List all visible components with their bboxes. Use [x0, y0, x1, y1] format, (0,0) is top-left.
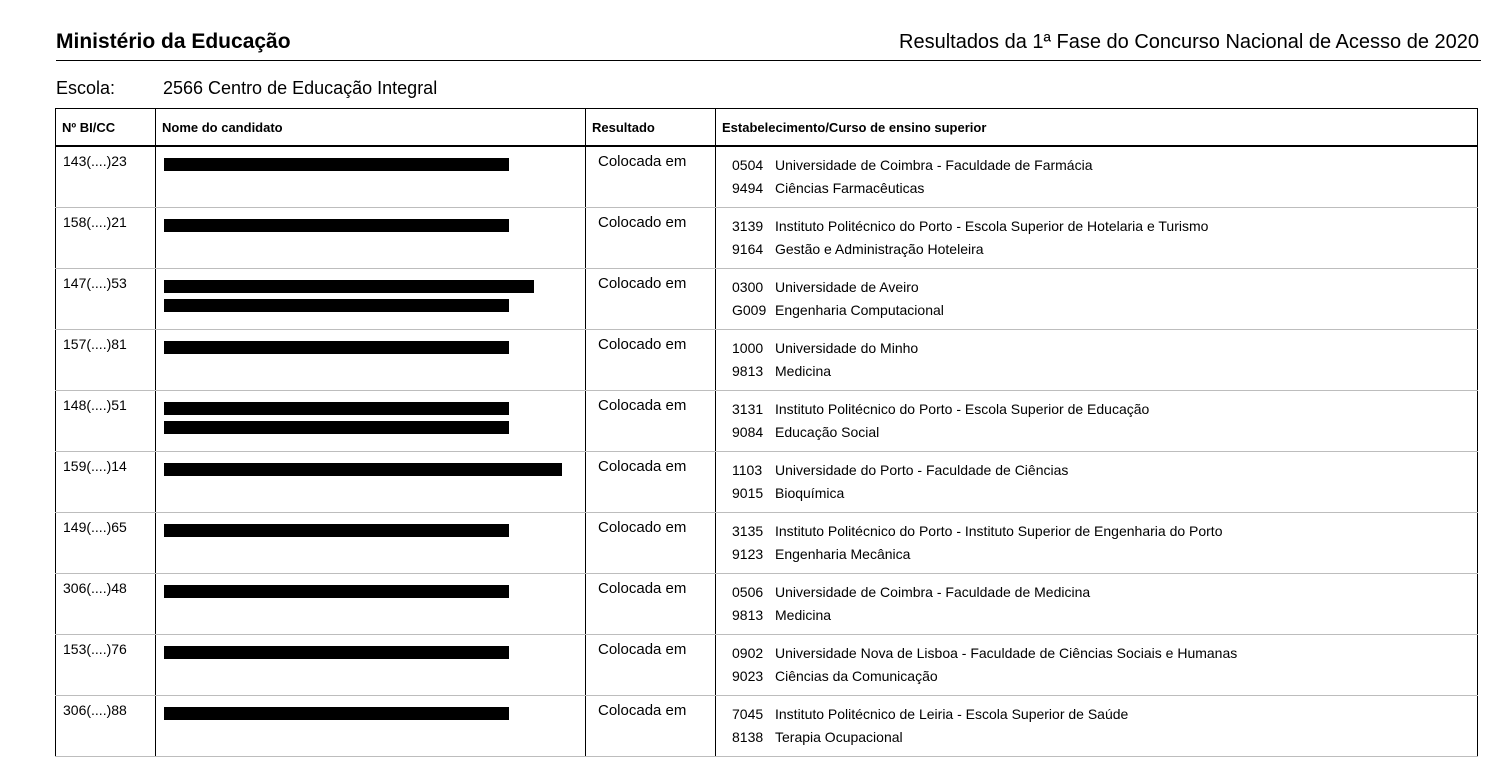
candidate-name-redacted	[156, 696, 586, 757]
school-label: Escola:	[56, 78, 116, 98]
candidate-id: 158(....)21	[56, 208, 156, 269]
course-name: Gestão e Administração Hoteleira	[775, 241, 984, 257]
course-code: G009	[732, 302, 767, 318]
redaction-bar	[164, 646, 509, 659]
col-result: Resultado	[586, 109, 716, 147]
redaction-bar	[164, 402, 509, 415]
institution-name: Instituto Politécnico de Leiria - Escola Superior de Saúde	[775, 706, 1129, 722]
institution-name: Universidade do Minho	[775, 340, 919, 356]
candidate-id: 143(....)23	[56, 146, 156, 208]
institution-code: 3135	[732, 523, 764, 539]
course-name: Terapia Ocupacional	[775, 729, 903, 745]
course-code: 9164	[732, 241, 764, 257]
institution-code: 1103	[732, 462, 763, 478]
course-cell	[716, 696, 1478, 757]
col-name: Nome do candidato	[156, 109, 586, 147]
course-code: 9494	[732, 180, 764, 196]
table-row	[56, 513, 1478, 574]
table-row	[56, 391, 1478, 452]
course-name: Engenharia Computacional	[775, 302, 944, 318]
table-row	[56, 574, 1478, 635]
course-name: Medicina	[775, 607, 832, 623]
table-row	[56, 635, 1478, 696]
course-cell	[716, 574, 1478, 635]
redaction-bar	[164, 707, 509, 720]
course-code: 9015	[732, 485, 764, 501]
redaction-bar	[164, 421, 509, 434]
candidate-id: 148(....)51	[56, 391, 156, 452]
candidate-name-redacted	[156, 513, 586, 574]
course-cell	[716, 330, 1478, 391]
course-code: 9023	[732, 668, 764, 684]
redaction-bar	[164, 524, 509, 537]
redaction-bar	[164, 463, 562, 476]
candidate-id: 159(....)14	[56, 452, 156, 513]
institution-code: 0504	[732, 157, 764, 173]
result: Colocada em	[586, 696, 716, 757]
result: Colocada em	[586, 452, 716, 513]
ministry-title: Ministério da Educação	[56, 30, 291, 53]
result: Colocado em	[586, 208, 716, 269]
candidate-id: 153(....)76	[56, 635, 156, 696]
institution-code: 1000	[732, 340, 764, 356]
table-row	[56, 146, 1478, 208]
candidate-name-redacted	[156, 208, 586, 269]
results-title: Resultados da 1ª Fase do Concurso Nacional de Acesso de 2020	[899, 31, 1479, 53]
institution-name: Universidade de Aveiro	[775, 279, 919, 295]
table-row	[56, 452, 1478, 513]
candidate-id: 306(....)88	[56, 696, 156, 757]
course-cell	[716, 391, 1478, 452]
candidate-name-redacted	[156, 574, 586, 635]
col-id: Nº BI/CC	[56, 109, 156, 147]
institution-name: Instituto Politécnico do Porto - Instituto Superior de Engenharia do Porto	[775, 523, 1223, 539]
redaction-bar	[164, 341, 509, 354]
course-code: 8138	[732, 729, 764, 745]
result: Colocado em	[586, 513, 716, 574]
candidate-id: 306(....)48	[56, 574, 156, 635]
course-code: 9813	[732, 607, 764, 623]
candidate-id: 149(....)65	[56, 513, 156, 574]
course-cell	[716, 452, 1478, 513]
candidate-name-redacted	[156, 452, 586, 513]
course-cell	[716, 208, 1478, 269]
result: Colocada em	[586, 635, 716, 696]
institution-name: Instituto Politécnico do Porto - Escola Superior de Educação	[775, 401, 1150, 417]
course-cell	[716, 635, 1478, 696]
result: Colocada em	[586, 574, 716, 635]
candidate-name-redacted	[156, 635, 586, 696]
candidate-name-redacted	[156, 146, 586, 208]
institution-code: 3139	[732, 218, 764, 234]
institution-name: Instituto Politécnico do Porto - Escola Superior de Hotelaria e Turismo	[775, 218, 1209, 234]
result: Colocada em	[586, 391, 716, 452]
course-code: 9813	[732, 363, 764, 379]
table-header-row	[56, 109, 1478, 147]
table-row	[56, 696, 1478, 757]
redaction-bar	[164, 219, 509, 232]
table-row	[56, 330, 1478, 391]
redaction-bar	[164, 280, 534, 293]
institution-code: 7045	[732, 706, 764, 722]
institution-name: Universidade de Coimbra - Faculdade de Farmácia	[775, 157, 1093, 173]
course-cell	[716, 269, 1478, 330]
redaction-bar	[164, 158, 509, 171]
course-name: Medicina	[775, 363, 832, 379]
redaction-bar	[164, 299, 509, 312]
institution-name: Universidade do Porto - Faculdade de Ciências	[775, 462, 1069, 478]
candidate-name-redacted	[156, 391, 586, 452]
result: Colocado em	[586, 330, 716, 391]
course-cell	[716, 513, 1478, 574]
candidate-name-redacted	[156, 330, 586, 391]
candidate-name-redacted	[156, 269, 586, 330]
table-row	[56, 208, 1478, 269]
course-name: Ciências da Comunicação	[775, 668, 938, 684]
institution-name: Universidade Nova de Lisboa - Faculdade de Ciências Sociais e Humanas	[775, 645, 1238, 661]
page-header	[56, 30, 1481, 61]
school-line	[56, 78, 437, 99]
institution-code: 0902	[732, 645, 764, 661]
school-value: 2566 Centro de Educação Integral	[163, 78, 438, 98]
result: Colocado em	[586, 269, 716, 330]
results-table	[55, 108, 1478, 757]
course-name: Bioquímica	[775, 485, 845, 501]
course-code: 9123	[732, 546, 764, 562]
table-row	[56, 269, 1478, 330]
institution-code: 0506	[732, 584, 764, 600]
candidate-id: 147(....)53	[56, 269, 156, 330]
course-name: Educação Social	[775, 424, 880, 440]
result: Colocada em	[586, 146, 716, 208]
course-name: Ciências Farmacêuticas	[775, 180, 925, 196]
institution-code: 3131	[732, 401, 764, 417]
col-course: Estabelecimento/Curso de ensino superior	[716, 109, 1478, 147]
course-code: 9084	[732, 424, 764, 440]
course-name: Engenharia Mecânica	[775, 546, 911, 562]
institution-name: Universidade de Coimbra - Faculdade de Medicina	[775, 584, 1091, 600]
course-cell	[716, 146, 1478, 208]
candidate-id: 157(....)81	[56, 330, 156, 391]
redaction-bar	[164, 585, 509, 598]
institution-code: 0300	[732, 279, 764, 295]
